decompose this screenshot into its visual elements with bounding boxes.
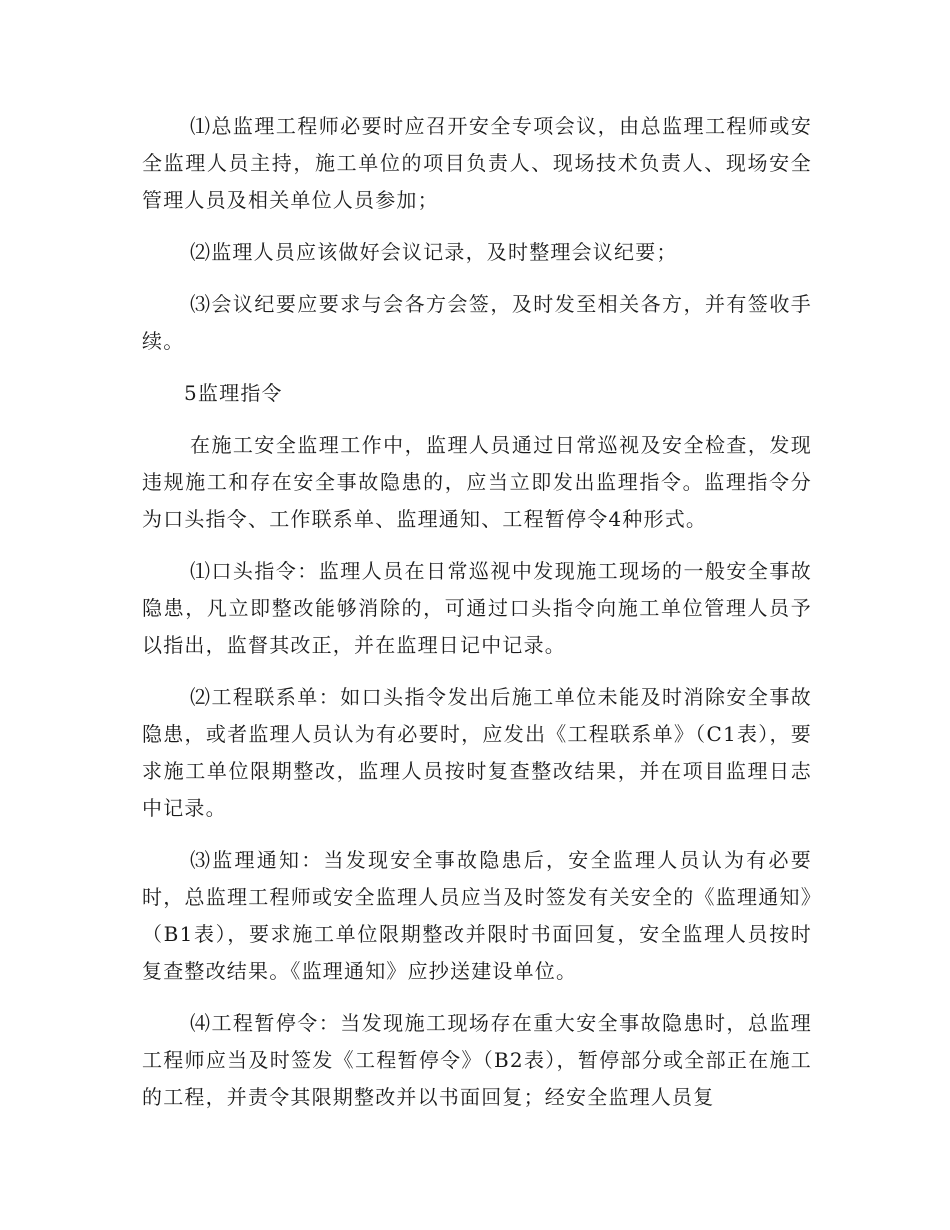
paragraph-meeting-sign: ⑶会议纪要应要求与会各方会签，及时发至相关各方，并有签收手续。 xyxy=(142,292,812,353)
section-heading: 5监理指令 xyxy=(184,381,283,405)
paragraph-contact-sheet: ⑵工程联系单：如口头指令发出后施工单位未能及时消除安全事故隐患，或者监理人员认为有必要时，应发出《工程联系单》（C1表），要求施工单位限期整改，监理人员按时复查整改结果，并在项目监理日志中记录。 xyxy=(142,685,812,820)
paragraph-verbal-instruction: ⑴口头指令：监理人员在日常巡视中发现施工现场的一般安全事故隐患，凡立即整改能够消除的，可通过口头指令向施工单位管理人员予以指出，监督其改正，并在监理日记中记录。 xyxy=(142,559,812,657)
paragraph-instruction-intro: 在施工安全监理工作中，监理人员通过日常巡视及安全检查，发现违规施工和存在安全事故隐患的，应当立即发出监理指令。监理指令分为口头指令、工作联系单、监理通知、工程暂停令4种形式。 xyxy=(142,433,812,531)
paragraph-stop-work-order: ⑷工程暂停令：当发现施工现场存在重大安全事故隐患时，总监理工程师应当及时签发《工程暂停令》（B2表），暂停部分或全部正在施工的工程，并责令其限期整改并以书面回复；经安全监理人员复 xyxy=(142,1011,812,1109)
paragraph-meeting-convene: ⑴总监理工程师必要时应召开安全专项会议，由总监理工程师或安全监理人员主持，施工单位的项目负责人、现场技术负责人、现场安全管理人员及相关单位人员参加； xyxy=(142,114,812,212)
paragraph-meeting-record: ⑵监理人员应该做好会议记录，及时整理会议纪要； xyxy=(190,240,678,264)
document-body xyxy=(142,108,812,1131)
paragraph-supervision-notice: ⑶监理通知：当发现安全事故隐患后，安全监理人员认为有必要时，总监理工程师或安全监理人员应当及时签发有关安全的《监理通知》（B1表），要求施工单位限期整改并限时书面回复，安全监理人员按时复查整改结果。《监理通知》应抄送建设单位。 xyxy=(142,848,812,983)
